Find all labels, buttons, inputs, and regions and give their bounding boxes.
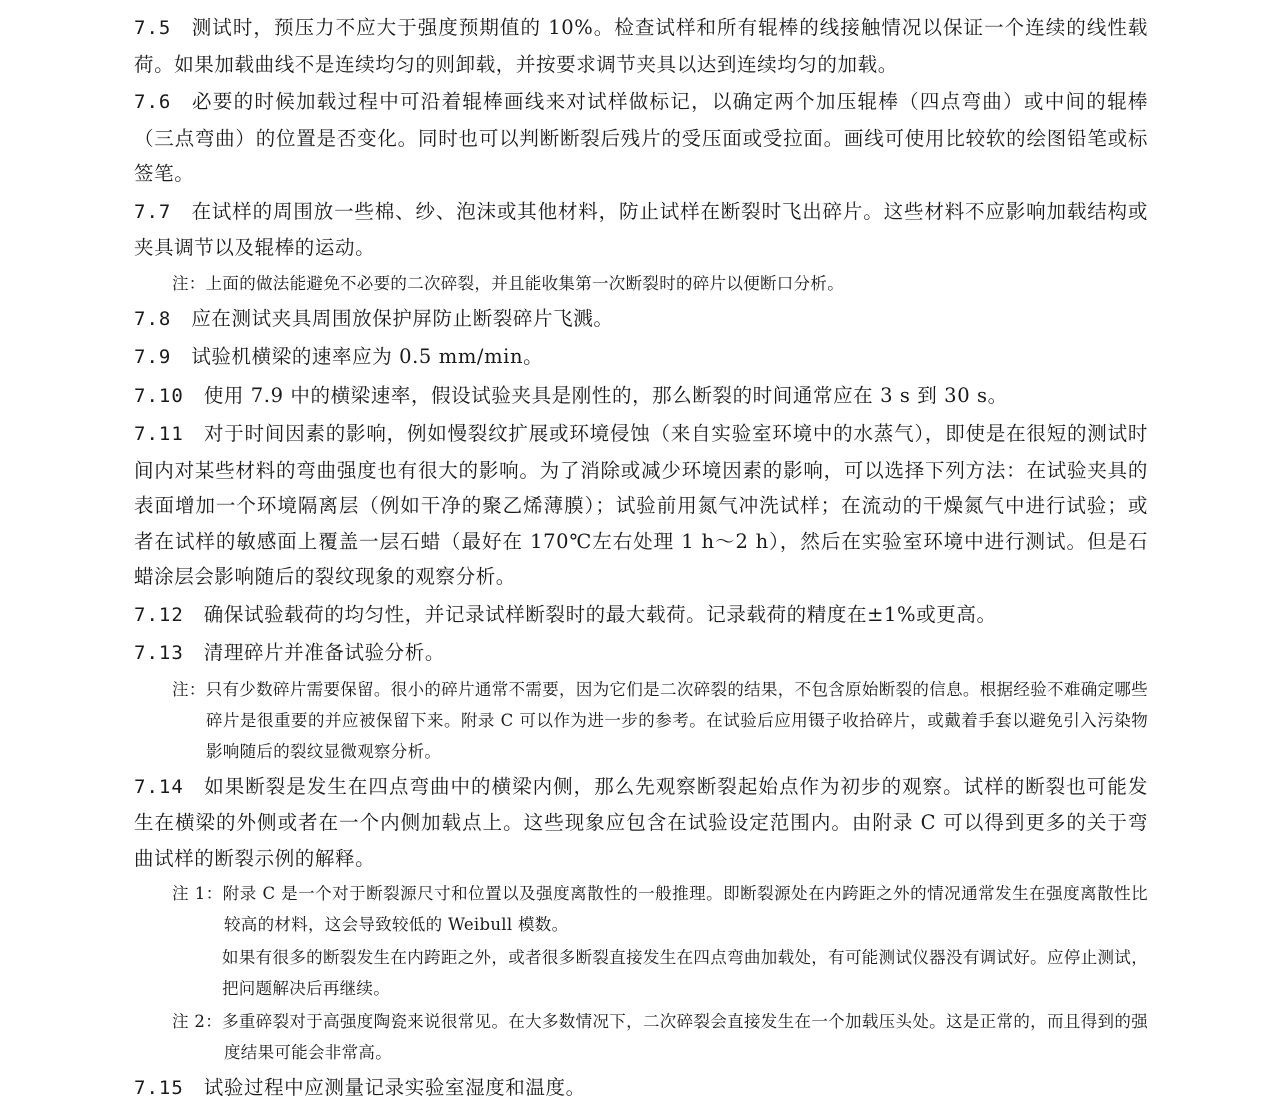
- clause-7-6: [134, 84, 1148, 192]
- clause-7-14: [134, 769, 1148, 877]
- clause-number: 7.5: [134, 17, 172, 39]
- note-1-continuation: [222, 942, 1148, 1004]
- note-text: 多重碎裂对于高强度陶瓷来说很常见。在大多数情况下，二次碎裂会直接发生在一个加载压头处。这是正常的，而且得到的强度结果可能会非常高。: [222, 1012, 1148, 1062]
- note-text: 上面的做法能避免不必要的二次碎裂，并且能收集第一次断裂时的碎片以便断口分析。: [205, 273, 845, 293]
- clause-text: 对于时间因素的影响，例如慢裂纹扩展或环境侵蚀（来自实验室环境中的水蒸气），即使是在很短的测试时间内对某些材料的弯曲强度也有很大的影响。为了消除或减少环境因素的影响，可以选择下列方法：在试验夹具的表面增加一个环境隔离层（例如干净的聚乙烯薄膜）；试验前用氮气冲洗试样；在流动的干燥氮气中进行试验；或者在试样的敏感面上覆盖一层石蜡（最好在 170℃左右处理 1 h～2 h），然后在实验室环境中进行测试。但是石蜡涂层会影响随后的裂纹现象的观察分析。: [134, 422, 1148, 588]
- note-text: 只有少数碎片需要保留。很小的碎片通常不需要，因为它们是二次碎裂的结果，不包含原始断裂的信息。根据经验不难确定哪些碎片是很重要的并应被保留下来。附录 C 可以作为进一步的参考。在试验后应用镊子收拾碎片，或戴着手套以避免引入污染物影响随后的裂纹显微观察分析。: [205, 679, 1148, 761]
- clause-7-8: [134, 301, 1148, 338]
- note-label: 注：: [172, 273, 206, 293]
- note-text: 附录 C 是一个对于断裂源尺寸和位置以及强度离散性的一般推理。即断裂源处在内跨距之外的情况通常发生在强度离散性比较高的材料，这会导致较低的 Weibull 模数。: [222, 884, 1148, 934]
- clause-text: 测试时，预压力不应大于强度预期值的 10%。检查试样和所有辊棒的线接触情况以保证一个连续的线性载荷。如果加载曲线不是连续均匀的则卸载，并按要求调节夹具以达到连续均匀的加载。: [134, 16, 1148, 76]
- note-label: 注 1：: [172, 884, 223, 903]
- clause-number: 7.11: [134, 423, 184, 445]
- clause-number: 7.15: [134, 1077, 184, 1099]
- clause-7-13: [134, 635, 1148, 672]
- clause-text: 确保试验载荷的均匀性，并记录试样断裂时的最大载荷。记录载荷的精度在±1%或更高。: [203, 602, 997, 626]
- clause-7-11: [134, 416, 1148, 595]
- clause-number: 7.14: [134, 775, 184, 798]
- clause-number: 7.8: [134, 307, 172, 330]
- note-7-7: [172, 268, 1148, 299]
- clause-number: 7.13: [134, 642, 184, 664]
- document-body: [134, 10, 1148, 1109]
- clause-number: 7.10: [134, 384, 184, 407]
- clause-7-10: [134, 378, 1148, 415]
- clause-7-7: [134, 194, 1148, 266]
- clause-text: 应在测试夹具周围放保护屏防止断裂碎片飞溅。: [191, 306, 614, 330]
- clause-text: 在试样的周围放一些棉、纱、泡沫或其他材料，防止试样在断裂时飞出碎片。这些材料不应影响加载结构或夹具调节以及辊棒的运动。: [134, 199, 1148, 259]
- clause-7-9: [134, 339, 1148, 376]
- note-label: 注：: [172, 679, 206, 699]
- note-1-7-14: [172, 878, 1148, 940]
- clause-text: 试验过程中应测量记录实验室湿度和温度。: [203, 1076, 586, 1099]
- clause-text: 试验机横梁的速率应为 0.5 mm/min。: [191, 345, 544, 368]
- note-7-13: [172, 674, 1148, 767]
- clause-text: 使用 7.9 中的横梁速率，假设试验夹具是刚性的，那么断裂的时间通常应在 3 s 到 30 s。: [203, 383, 1008, 407]
- clause-7-5: [134, 10, 1148, 82]
- note-text: 如果有很多的断裂发生在内跨距之外，或者很多断裂直接发生在四点弯曲加载处，有可能测试仪器没有调试好。应停止测试，把问题解决后再继续。: [222, 948, 1148, 998]
- clause-7-15: [134, 1070, 1148, 1107]
- clause-7-12: [134, 597, 1148, 634]
- note-2-7-14: [172, 1006, 1148, 1068]
- clause-number: 7.6: [134, 91, 172, 113]
- clause-number: 7.9: [134, 346, 172, 368]
- note-label: 注 2：: [172, 1012, 223, 1031]
- clause-text: 如果断裂是发生在四点弯曲中的横梁内侧，那么先观察断裂起始点作为初步的观察。试样的断裂也可能发生在横梁的外侧或者在一个内侧加载点上。这些现象应包含在试验设定范围内。由附录 C 可以得到更多的关于弯曲试样的断裂示例的解释。: [134, 774, 1148, 870]
- clause-text: 必要的时候加载过程中可沿着辊棒画线来对试样做标记，以确定两个加压辊棒（四点弯曲）或中间的辊棒（三点弯曲）的位置是否变化。同时也可以判断断裂后残片的受压面或受拉面。画线可使用比较软的绘图铅笔或标签笔。: [134, 90, 1148, 185]
- clause-text: 清理碎片并准备试验分析。: [203, 641, 445, 664]
- clause-number: 7.7: [134, 200, 172, 223]
- clause-number: 7.12: [134, 603, 184, 626]
